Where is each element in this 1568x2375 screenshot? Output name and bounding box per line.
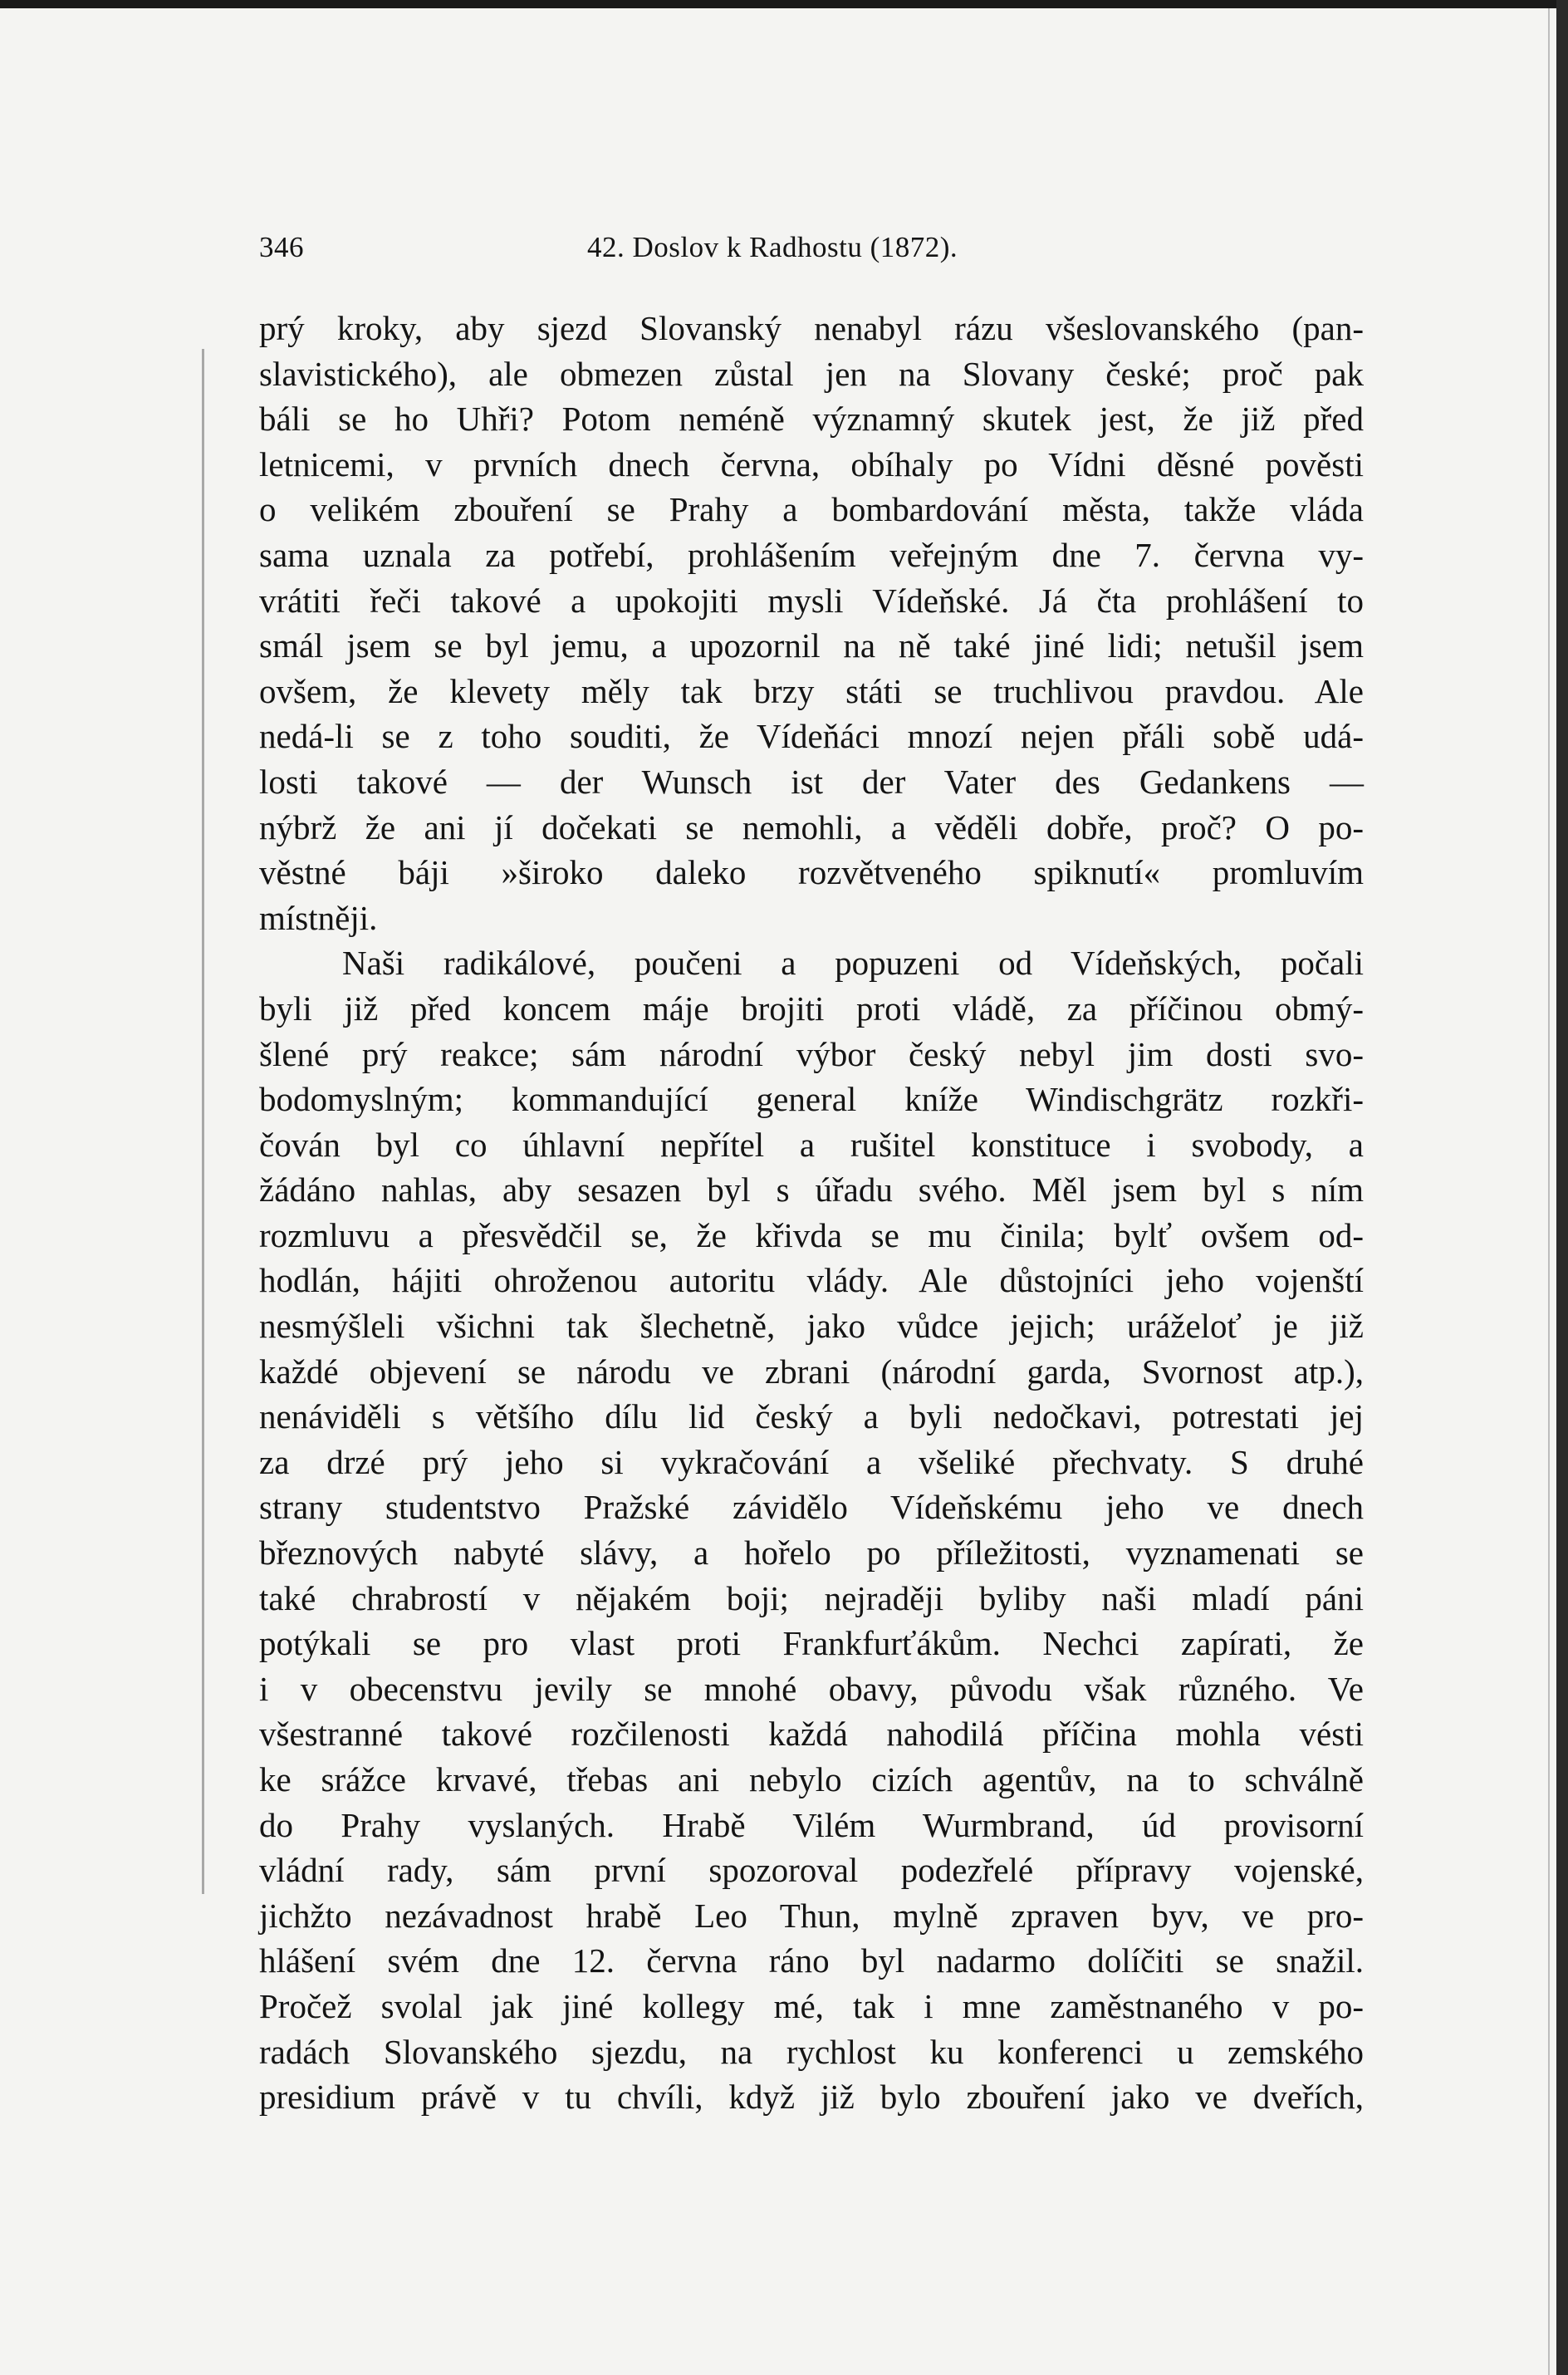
- text-line: i v obecenstvu jevily se mnohé obavy, původu však různého. Ve: [259, 1669, 1364, 1708]
- text-line: o velikém zbouření se Prahy a bombardování města, takže vláda: [259, 490, 1364, 529]
- text-line: radách Slovanského sjezdu, na rychlost ku konferenci u zemského: [259, 2032, 1364, 2071]
- text-line: za drzé prý jeho si vykračování a všeliké přechvaty. S druhé: [259, 1442, 1364, 1481]
- text-line: sama uznala za potřebí, prohlášením veřejným dne 7. června vy-: [259, 535, 1364, 574]
- margin-pencil-line: [202, 349, 204, 1894]
- body-text: [259, 306, 1364, 2120]
- text-line: nýbrž že ani jí dočekati se nemohli, a věděli dobře, proč? O po-: [259, 807, 1364, 846]
- text-line: březnových nabyté slávy, a hořelo po příležitosti, vyznamenati se: [259, 1533, 1364, 1573]
- scan-top-edge: [0, 0, 1568, 8]
- text-line: potýkali se pro vlast proti Frankfurťákům. Nechci zapírati, že: [259, 1624, 1364, 1663]
- text-line: slavistického), ale obmezen zůstal jen na Slovany české; proč pak: [259, 354, 1364, 393]
- text-line: nedá-li se z toho souditi, že Vídeňáci mnozí nejen přáli sobě udá-: [259, 717, 1364, 756]
- text-line: žádáno nahlas, aby sesazen byl s úřadu svého. Měl jsem byl s ním: [259, 1170, 1364, 1210]
- text-line: strany studentstvo Pražské závidělo Vídeňskému jeho ve dnech: [259, 1488, 1364, 1527]
- text-line: každé objevení se národu ve zbrani (národní garda, Svornost atp.),: [259, 1352, 1364, 1391]
- text-line: presidium právě v tu chvíli, když již bylo zbouření jako ve dveřích,: [259, 2078, 1364, 2117]
- text-line: báli se ho Uhři? Potom neméně významný skutek jest, že již před: [259, 400, 1364, 439]
- page-number: 346: [259, 231, 304, 263]
- page-header: [259, 231, 1364, 267]
- scan-right-edge: [1556, 0, 1568, 2375]
- text-line: ovšem, že klevety měly tak brzy státi se truchlivou pravdou. Ale: [259, 671, 1364, 710]
- page-edge-line: [1548, 8, 1550, 2375]
- text-line: šlené prý reakce; sám národní výbor český nebyl jim dosti svo-: [259, 1034, 1364, 1073]
- text-line: místněji.: [259, 898, 378, 937]
- text-line: vládní rady, sám první spozoroval podezřelé přípravy vojenské,: [259, 1851, 1364, 1890]
- text-line: losti takové — der Wunsch ist der Vater des Gedankens —: [259, 762, 1364, 801]
- text-line: také chrabrostí v nějakém boji; nejraději byliby naši mladí páni: [259, 1578, 1364, 1617]
- text-line: nesmýšleli všichni tak šlechetně, jako vůdce jejich; uráželoť je již: [259, 1307, 1364, 1346]
- text-line: jichžto nezávadnost hrabě Leo Thun, mylně zpraven byv, ve pro-: [259, 1896, 1364, 1935]
- text-line: hlášení svém dne 12. června ráno byl nadarmo dolíčiti se snažil.: [259, 1941, 1364, 1980]
- text-line: věstné báji »široko daleko rozvětveného spiknutí« promluvím: [259, 853, 1364, 892]
- running-title: 42. Doslov k Radhostu (1872).: [587, 231, 958, 263]
- text-line: hodlán, hájiti ohroženou autoritu vlády. Ale důstojníci jeho vojenští: [259, 1261, 1364, 1300]
- text-line: do Prahy vyslaných. Hrabě Vilém Wurmbrand, úd provisorní: [259, 1805, 1364, 1844]
- text-line: rozmluvu a přesvědčil se, že křivda se mu činila; bylť ovšem od-: [259, 1215, 1364, 1254]
- text-line: vrátiti řeči takové a upokojiti mysli Vídeňské. Já čta prohlášení to: [259, 581, 1364, 620]
- text-line: prý kroky, aby sjezd Slovanský nenabyl rázu všeslovanského (pan-: [259, 309, 1364, 347]
- text-line: čován byl co úhlavní nepřítel a rušitel konstituce i svobody, a: [259, 1125, 1364, 1164]
- text-line: bodomyslným; kommandující general kníže Windischgrätz rozkři-: [259, 1080, 1364, 1119]
- text-line: Naši radikálové, poučeni a popuzeni od Vídeňských, počali: [342, 944, 1364, 983]
- text-line: byli již před koncem máje brojiti proti vládě, za příčinou obmý-: [259, 989, 1364, 1028]
- text-line: Pročež svolal jak jiné kollegy mé, tak i mne zaměstnaného v po-: [259, 1986, 1364, 2025]
- text-line: smál jsem se byl jemu, a upozornil na ně také jiné lidi; netušil jsem: [259, 626, 1364, 665]
- text-line: nenáviděli s většího dílu lid český a byli nedočkavi, potrestati jej: [259, 1397, 1364, 1436]
- text-line: ke srážce krvavé, třebas ani nebylo cizích agentův, na to schválně: [259, 1760, 1364, 1798]
- text-line: letnicemi, v prvních dnech června, obíhaly po Vídni děsné pověsti: [259, 444, 1364, 483]
- text-line: všestranné takové rozčilenosti každá nahodilá příčina mohla vésti: [259, 1715, 1364, 1754]
